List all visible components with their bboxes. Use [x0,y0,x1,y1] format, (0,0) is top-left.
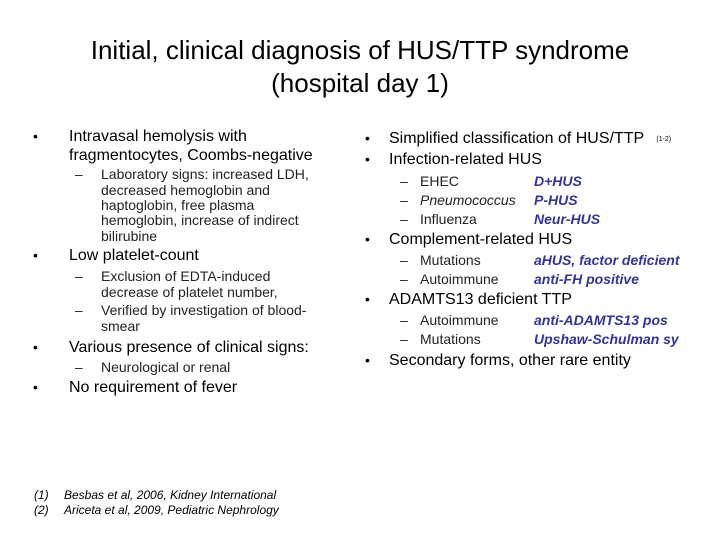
title-line-1: Initial, clinical diagnosis of HUS/TTP syndrome [90,35,630,65]
sub-text: hemoglobin, increase of indirect [101,212,299,228]
sub-text: bilirubine [101,228,158,244]
bullet-icon: • [365,291,370,307]
bullet-icon: • [365,352,370,368]
bullet-icon: • [33,128,38,144]
item-value: anti-FH positive [534,271,640,287]
dash-icon: – [400,312,408,328]
bullet-icon: • [365,151,370,167]
left-bullet-4: No requirement of fever [69,379,238,396]
item-value: Upshaw-Schulman sy [534,331,679,347]
item-name: Mutations [420,331,481,347]
item-value: D+HUS [534,173,582,189]
sub-text: Verified by investigation of blood- [101,302,307,318]
reference-marker: (1-2) [656,136,672,143]
item-name: Influenza [420,211,477,227]
reference-number: (2) [34,503,49,517]
sub-text: Laboratory signs: increased LDH, [101,166,309,182]
dash-icon: – [400,211,408,227]
dash-icon: – [400,192,408,208]
bullet-icon: • [365,130,370,146]
dash-icon: – [75,166,83,182]
item-name: Autoimmune [420,312,499,328]
item-name: Pneumococcus [420,192,516,208]
item-value: P-HUS [534,192,578,208]
title-line-2: (hospital day 1) [271,68,449,98]
dash-icon: – [400,173,408,189]
sub-text: decrease of platelet number, [101,284,278,300]
item-name: Mutations [420,252,481,268]
right-heading: Simplified classification of HUS/TTP $^{(1-2)}$ [389,130,672,147]
reference-text: Ariceta et al, 2009, Pediatric Nephrology [64,503,279,517]
item-value: aHUS, factor deficient [534,252,680,268]
dash-icon: – [75,359,83,375]
bullet-icon: • [365,231,370,247]
left-bullet-1-line-1: Intravasal hemolysis with [69,128,247,145]
left-bullet-1-line-2: fragmentocytes, Coombs-negative [69,147,313,164]
left-bullet-3: Various presence of clinical signs: [69,339,309,356]
dash-icon: – [400,252,408,268]
group-label: Secondary forms, other rare entity [389,352,631,369]
sub-text: smear [101,318,140,334]
item-value: anti-ADAMTS13 pos [534,312,668,328]
sub-text: haptoglobin, free plasma [101,197,255,213]
sub-text: Exclusion of EDTA-induced [101,268,271,284]
item-value: Neur-HUS [534,211,601,227]
dash-icon: – [75,302,83,318]
bullet-icon: • [33,379,38,395]
dash-icon: – [400,271,408,287]
group-label: ADAMTS13 deficient TTP [389,291,572,308]
group-label: Infection-related HUS [389,151,542,168]
bullet-icon: • [33,339,38,355]
sub-text: decreased hemoglobin and [101,182,270,198]
sub-text: Neurological or renal [101,359,231,375]
item-name: EHEC [420,173,459,189]
reference-text: Besbas et al, 2006, Kidney International [64,488,277,502]
dash-icon: – [400,331,408,347]
reference-number: (1) [34,488,49,502]
left-bullet-2: Low platelet-count [69,247,199,264]
group-label: Complement-related HUS [389,231,573,248]
dash-icon: – [75,268,83,284]
item-name: Autoimmune [420,271,499,287]
bullet-icon: • [33,247,38,263]
